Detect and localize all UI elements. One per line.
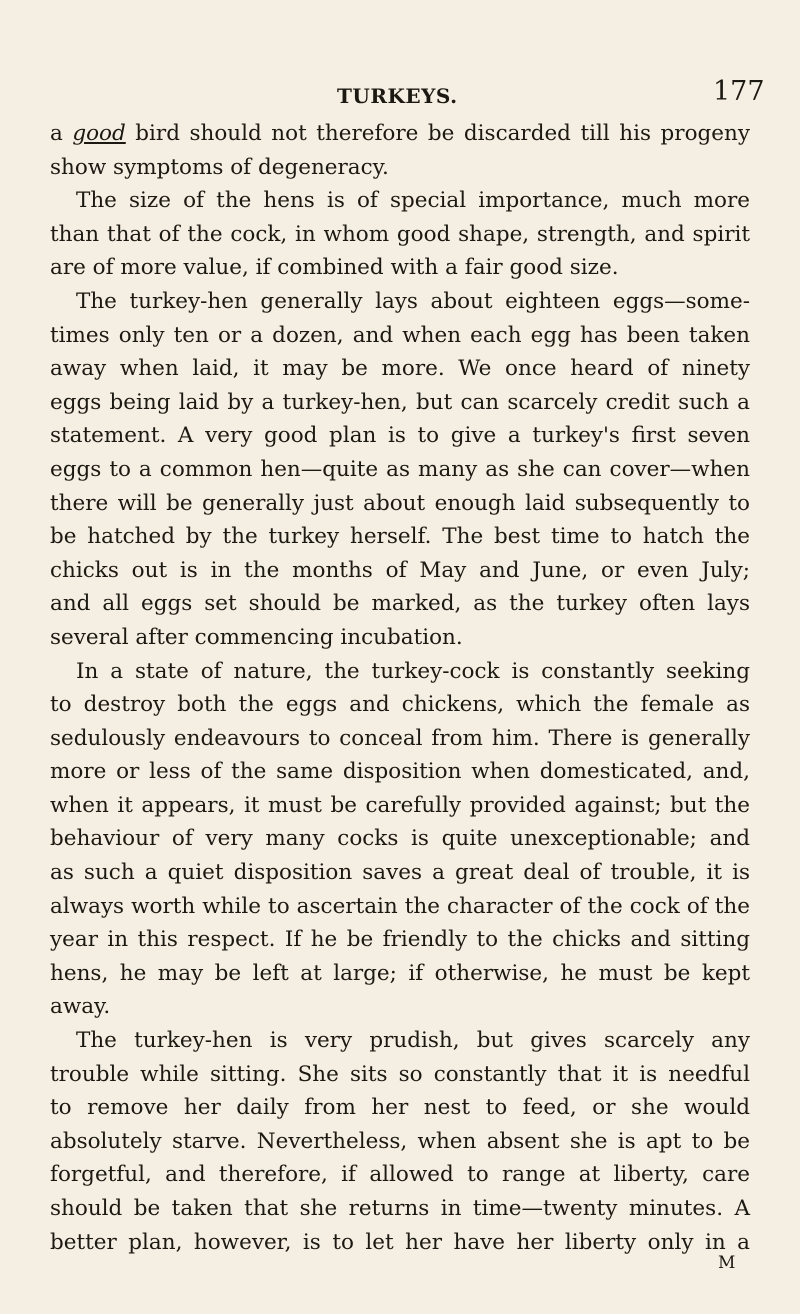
text-line: eggs to a common hen—quite as many as she can cover—when (50, 456, 750, 482)
text-line: as such a quiet disposition saves a great deal of trouble, it is (50, 860, 750, 886)
running-head: TURKEYS. (337, 84, 458, 108)
text-line: to destroy both the eggs and chickens, which the female as (50, 692, 750, 718)
text-line: there will be generally just about enough laid subsequently to (50, 490, 750, 516)
text-line: are of more value, if combined with a fair good size. (50, 255, 619, 281)
text-line: year in this respect. If he be friendly to the chicks and sitting (50, 927, 750, 953)
text-line: chicks out is in the months of May and June, or even July; (50, 557, 750, 583)
body-text (50, 117, 750, 1259)
text-line: eggs being laid by a turkey-hen, but can scarcely credit such a (50, 389, 750, 415)
text-line: behaviour of very many cocks is quite unexceptionable; and (50, 826, 750, 852)
text-line: and all eggs set should be marked, as the turkey often lays (50, 591, 750, 617)
text-line: to remove her daily from her nest to feed, or she would (50, 1095, 750, 1121)
text-line: The turkey-hen is very prudish, but gives scarcely any (76, 1028, 750, 1054)
text-line: be hatched by the turkey herself. The best time to hatch the (50, 524, 750, 550)
text-line: times only ten or a dozen, and when each egg has been taken (50, 322, 750, 348)
text-line: better plan, however, is to let her have her liberty only in a (50, 1229, 750, 1255)
text-line: trouble while sitting. She sits so constantly that it is needful (50, 1061, 750, 1087)
text-line: forgetful, and therefore, if allowed to range at liberty, care (50, 1162, 750, 1188)
text-line: absolutely starve. Nevertheless, when absent she is apt to be (50, 1128, 750, 1154)
text-line: sedulously endeavours to conceal from him. There is generally (50, 725, 750, 751)
emphasis-word: good (72, 121, 126, 146)
text-line: away when laid, it may be more. We once heard of ninety (50, 356, 750, 382)
text-line: more or less of the same disposition when domesticated, and, (50, 759, 750, 785)
text-line: show symptoms of degeneracy. (50, 154, 389, 180)
text-line: when it appears, it must be carefully provided against; but the (50, 792, 750, 818)
text-line: away. (50, 994, 111, 1020)
text-line: hens, he may be left at large; if otherwise, he must be kept (50, 960, 750, 986)
text-line: several after commencing incubation. (50, 624, 463, 650)
text-line: should be taken that she returns in time—twenty minutes. A (50, 1196, 750, 1221)
text-line: than that of the cock, in whom good shape, strength, and spirit (50, 221, 750, 247)
page-number: 177 (713, 76, 765, 107)
text-line: a good bird should not therefore be discarded till his progeny (50, 121, 750, 146)
text-line: The size of the hens is of special importance, much more (76, 188, 750, 214)
text-line: The turkey-hen generally lays about eighteen eggs—some- (76, 288, 750, 314)
text-line: statement. A very good plan is to give a turkey's first seven (50, 423, 750, 449)
signature-mark: M (718, 1253, 736, 1273)
text-line: always worth while to ascertain the character of the cock of the (50, 893, 750, 919)
text-line: In a state of nature, the turkey-cock is constantly seeking (76, 658, 750, 684)
